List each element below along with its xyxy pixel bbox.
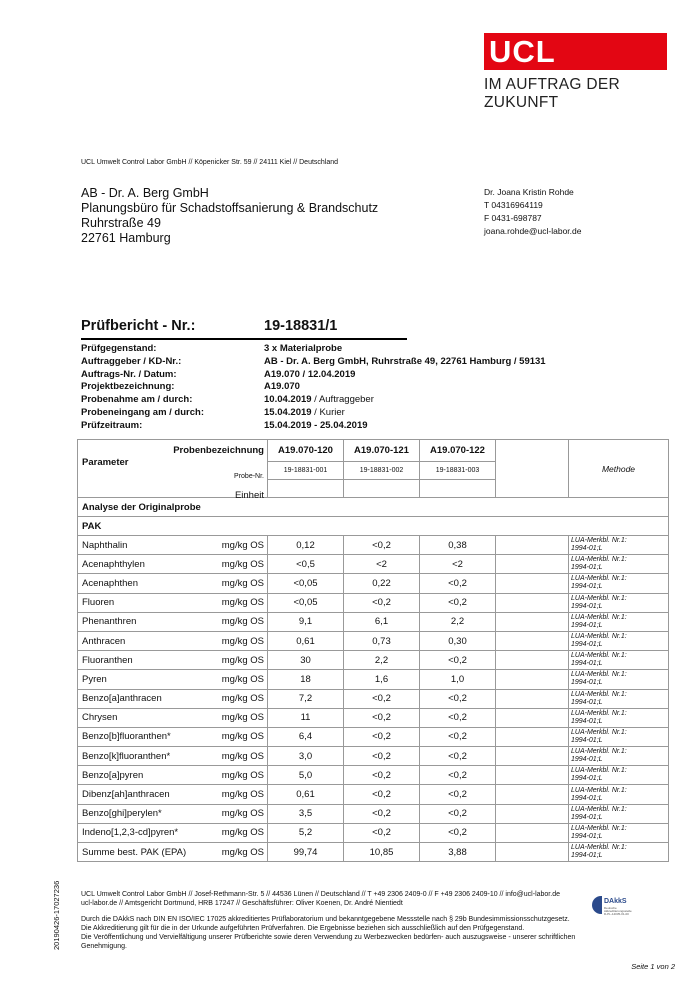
- value-cell-3: <0,2: [420, 574, 496, 593]
- method-line-2: 1994-01;L: [571, 564, 603, 572]
- value-cell-3: <0,2: [420, 593, 496, 612]
- value-cell-3: <0,2: [420, 651, 496, 670]
- table-row: [78, 651, 669, 670]
- sender-line: UCL Umwelt Control Labor GmbH // Köpenicker Str. 59 // 24111 Kiel // Deutschland: [81, 159, 339, 166]
- method-line-1: LUA-Merkbl. Nr.1:: [571, 671, 627, 679]
- table-row: [78, 631, 669, 650]
- method-line-2: 1994-01;L: [571, 852, 603, 860]
- unit-cell: mg/kg OS: [213, 804, 268, 823]
- value-cell-1: <0,05: [268, 574, 344, 593]
- method-line-2: 1994-01;L: [571, 717, 603, 725]
- method-line-1: LUA-Merkbl. Nr.1:: [571, 709, 627, 717]
- sample-id-1: A19.070-120: [268, 440, 344, 462]
- method-cell: [569, 536, 669, 555]
- method-cell: [569, 785, 669, 804]
- contact-phone: T 04316964119: [484, 200, 543, 210]
- meta-key: Prüfgegenstand:: [81, 343, 157, 354]
- empty-cell: [496, 747, 569, 766]
- meta-value: 10.04.2019 / Auftraggeber: [264, 394, 374, 406]
- footer-scope: Die Akkreditierung gilt für die in der Urkunde aufgeführten Prüfverfahren. Die Ergebnisse beziehen sich ausschließlich auf den Prüfgegenstand.: [81, 925, 525, 932]
- meta-row: [81, 407, 546, 420]
- value-cell-1: 7,2: [268, 689, 344, 708]
- table-row: [78, 593, 669, 612]
- method-line-2: 1994-01;L: [571, 794, 603, 802]
- meta-row: [81, 356, 546, 369]
- empty-cell: [496, 689, 569, 708]
- method-line-1: LUA-Merkbl. Nr.1:: [571, 594, 627, 602]
- value-cell-1: 5,2: [268, 823, 344, 842]
- value-cell-2: <0,2: [344, 804, 420, 823]
- method-line-1: LUA-Merkbl. Nr.1:: [571, 748, 627, 756]
- table-row: [78, 536, 669, 555]
- method-cell: [569, 574, 669, 593]
- table-row: [78, 727, 669, 746]
- method-line-1: LUA-Merkbl. Nr.1:: [571, 652, 627, 660]
- value-cell-2: <0,2: [344, 785, 420, 804]
- unit-cell: mg/kg OS: [213, 823, 268, 842]
- meta-key: Projektbezeichnung:: [81, 381, 175, 393]
- value-cell-3: <0,2: [420, 708, 496, 727]
- method-cell: [569, 555, 669, 574]
- value-cell-3: 2,2: [420, 612, 496, 631]
- table-row: [78, 708, 669, 727]
- footer-address: UCL Umwelt Control Labor GmbH // Josef-Rethmann-Str. 5 // 44536 Lünen // Deutschland // T +49 2306 2409-0 // F +49 2306 2409-10 // info@ucl-labor.de: [81, 891, 560, 898]
- value-cell-1: 0,12: [268, 536, 344, 555]
- recipient-line-4: 22761 Hamburg: [81, 231, 171, 245]
- probenbezeichnung-label: Probenbezeichnung: [173, 445, 264, 456]
- value-cell-1: 3,5: [268, 804, 344, 823]
- unit-cell: mg/kg OS: [213, 785, 268, 804]
- empty-cell: [496, 766, 569, 785]
- unit-cell: mg/kg OS: [213, 651, 268, 670]
- empty-cell: [496, 536, 569, 555]
- value-cell-3: <0,2: [420, 785, 496, 804]
- empty-cell: [496, 708, 569, 727]
- method-line-2: 1994-01;L: [571, 583, 603, 591]
- recipient-line-1: AB - Dr. A. Berg GmbH: [81, 186, 209, 200]
- empty-cell: [496, 670, 569, 689]
- unit-cell: mg/kg OS: [213, 708, 268, 727]
- meta-row: [81, 420, 546, 433]
- method-line-1: LUA-Merkbl. Nr.1:: [571, 824, 627, 832]
- meta-key: Auftraggeber / KD-Nr.:: [81, 355, 182, 367]
- method-line-2: 1994-01;L: [571, 621, 603, 629]
- method-line-1: LUA-Merkbl. Nr.1:: [571, 728, 627, 736]
- report-meta: [81, 343, 546, 433]
- empty-cell: [496, 651, 569, 670]
- recipient-line-3: Ruhrstraße 49: [81, 216, 161, 230]
- value-cell-2: <0,2: [344, 747, 420, 766]
- value-cell-1: 5,0: [268, 766, 344, 785]
- empty-cell: [496, 612, 569, 631]
- unit-cell: mg/kg OS: [213, 631, 268, 650]
- meta-row: [81, 394, 546, 407]
- logo-tagline: IM AUFTRAG DER ZUKUNFT: [484, 76, 620, 111]
- value-cell-3: <2: [420, 555, 496, 574]
- value-cell-1: 18: [268, 670, 344, 689]
- param-cell: Acenaphthylen: [78, 555, 213, 574]
- empty-cell: [496, 843, 569, 862]
- method-line-2: 1994-01;L: [571, 602, 603, 610]
- value-cell-3: <0,2: [420, 766, 496, 785]
- method-line-2: 1994-01;L: [571, 641, 603, 649]
- value-cell-2: 2,2: [344, 651, 420, 670]
- meta-key: Prüfzeitraum:: [81, 419, 143, 431]
- empty-cell: [344, 480, 420, 498]
- table-row: [78, 612, 669, 631]
- table-row: [78, 555, 669, 574]
- value-cell-1: 9,1: [268, 612, 344, 631]
- unit-cell: mg/kg OS: [213, 574, 268, 593]
- method-line-1: LUA-Merkbl. Nr.1:: [571, 844, 627, 852]
- empty-cell: [496, 574, 569, 593]
- value-cell-2: 0,73: [344, 631, 420, 650]
- value-cell-2: <2: [344, 555, 420, 574]
- value-cell-2: 6,1: [344, 612, 420, 631]
- section-pak: PAK: [78, 517, 669, 536]
- value-cell-2: <0,2: [344, 727, 420, 746]
- footer-registry: ucl-labor.de // Amtsgericht Dortmund, HRB 17247 // Geschäftsführer: Oliver Koenen, Dr. André Nientiedt: [81, 900, 403, 907]
- param-cell: Pyren: [78, 670, 213, 689]
- unit-cell: mg/kg OS: [213, 843, 268, 862]
- unit-cell: mg/kg OS: [213, 536, 268, 555]
- method-line-2: 1994-01;L: [571, 698, 603, 706]
- contact-email[interactable]: joana.rohde@ucl-labor.de: [484, 226, 582, 236]
- unit-cell: mg/kg OS: [213, 555, 268, 574]
- table-row: [78, 574, 669, 593]
- method-cell: [569, 670, 669, 689]
- param-cell: Benzo[ghi]perylen*: [78, 804, 213, 823]
- dakks-sub: Deutsche Akkreditierungsstelle D-PL-14035-01-00: [604, 906, 632, 916]
- results-table: [77, 439, 669, 862]
- value-cell-1: 0,61: [268, 631, 344, 650]
- empty-cell: [496, 555, 569, 574]
- unit-cell: mg/kg OS: [213, 612, 268, 631]
- table-row: [78, 747, 669, 766]
- method-cell: [569, 747, 669, 766]
- method-line-2: 1994-01;L: [571, 756, 603, 764]
- report-title: [81, 318, 407, 340]
- table-row: [78, 785, 669, 804]
- footer: [81, 890, 581, 958]
- ucl-logo: UCL: [484, 33, 667, 70]
- table-row: [78, 804, 669, 823]
- table-row: [78, 823, 669, 842]
- method-cell: [569, 651, 669, 670]
- empty-cell: [496, 593, 569, 612]
- value-cell-2: <0,2: [344, 536, 420, 555]
- method-line-1: LUA-Merkbl. Nr.1:: [571, 556, 627, 564]
- unit-cell: mg/kg OS: [213, 593, 268, 612]
- table-row: [78, 766, 669, 785]
- meta-row: [81, 381, 546, 394]
- method-line-1: LUA-Merkbl. Nr.1:: [571, 613, 627, 621]
- method-line-2: 1994-01;L: [571, 775, 603, 783]
- meta-key: Probeneingang am / durch:: [81, 406, 204, 418]
- empty-header-cell: [496, 440, 569, 498]
- method-cell: [569, 612, 669, 631]
- param-cell: Dibenz[ah]anthracen: [78, 785, 213, 804]
- param-cell: Naphthalin: [78, 536, 213, 555]
- contact-block: [484, 186, 581, 238]
- method-cell: [569, 823, 669, 842]
- value-cell-3: 0,38: [420, 536, 496, 555]
- empty-cell: [496, 727, 569, 746]
- unit-cell: mg/kg OS: [213, 689, 268, 708]
- probe-number-2: 19-18831-002: [344, 462, 420, 480]
- method-cell: [569, 593, 669, 612]
- param-cell: Benzo[a]anthracen: [78, 689, 213, 708]
- meta-value: A19.070: [264, 381, 300, 393]
- probe-number-3: 19-18831-003: [420, 462, 496, 480]
- side-code: 20190426-17027236: [52, 880, 61, 950]
- method-line-2: 1994-01;L: [571, 736, 603, 744]
- table-row: [78, 670, 669, 689]
- method-line-1: LUA-Merkbl. Nr.1:: [571, 690, 627, 698]
- method-line-2: 1994-01;L: [571, 832, 603, 840]
- meta-value: AB - Dr. A. Berg GmbH, Ruhrstraße 49, 22761 Hamburg / 59131: [264, 355, 546, 367]
- contact-fax: F 0431-698787: [484, 213, 542, 223]
- empty-cell: [496, 804, 569, 823]
- unit-cell: mg/kg OS: [213, 727, 268, 746]
- value-cell-1: <0,05: [268, 593, 344, 612]
- empty-cell: [496, 823, 569, 842]
- meta-value: 3 x Materialprobe: [264, 343, 343, 354]
- page-number: Seite 1 von 2: [631, 962, 675, 971]
- value-cell-1: <0,5: [268, 555, 344, 574]
- method-line-1: LUA-Merkbl. Nr.1:: [571, 575, 627, 583]
- method-cell: [569, 708, 669, 727]
- value-cell-2: 1,6: [344, 670, 420, 689]
- section-original-sample: Analyse der Originalprobe: [78, 498, 669, 517]
- method-cell: [569, 843, 669, 862]
- report-number: 19-18831/1: [264, 318, 338, 334]
- method-line-2: 1994-01;L: [571, 545, 603, 553]
- param-cell: Indeno[1,2,3-cd]pyren*: [78, 823, 213, 842]
- meta-value: 15.04.2019 / Kurier: [264, 406, 345, 418]
- footer-copyright: Die Veröffentlichung und Vervielfältigung unserer Prüfberichte sowie deren Verwendung zu Werbezwecken bedürfen- auch auszugsweise - unserer schriftlichen Genehmigung.: [81, 934, 576, 950]
- method-line-1: LUA-Merkbl. Nr.1:: [571, 767, 627, 775]
- value-cell-2: 10,85: [344, 843, 420, 862]
- value-cell-2: <0,2: [344, 593, 420, 612]
- method-line-2: 1994-01;L: [571, 679, 603, 687]
- dakks-logo: [592, 896, 632, 916]
- table-row: [78, 843, 669, 862]
- methode-label: Methode: [569, 440, 669, 498]
- dakks-label: DAkkS: [604, 898, 627, 905]
- contact-name: Dr. Joana Kristin Rohde: [484, 187, 574, 197]
- value-cell-3: <0,2: [420, 689, 496, 708]
- method-cell: [569, 631, 669, 650]
- param-cell: Acenaphthen: [78, 574, 213, 593]
- method-line-1: LUA-Merkbl. Nr.1:: [571, 786, 627, 794]
- table-row: [78, 689, 669, 708]
- value-cell-3: 3,88: [420, 843, 496, 862]
- value-cell-1: 99,74: [268, 843, 344, 862]
- param-cell: Chrysen: [78, 708, 213, 727]
- sample-id-2: A19.070-121: [344, 440, 420, 462]
- value-cell-3: 0,30: [420, 631, 496, 650]
- meta-row: [81, 343, 546, 356]
- param-cell: Summe best. PAK (EPA): [78, 843, 213, 862]
- parameter-label: Parameter: [82, 457, 129, 468]
- unit-cell: mg/kg OS: [213, 670, 268, 689]
- meta-row: [81, 369, 546, 382]
- value-cell-1: 3,0: [268, 747, 344, 766]
- value-cell-1: 0,61: [268, 785, 344, 804]
- param-cell: Fluoren: [78, 593, 213, 612]
- value-cell-3: <0,2: [420, 747, 496, 766]
- value-cell-1: 11: [268, 708, 344, 727]
- unit-cell: mg/kg OS: [213, 747, 268, 766]
- value-cell-2: <0,2: [344, 823, 420, 842]
- param-cell: Benzo[b]fluoranthen*: [78, 727, 213, 746]
- report-label: Prüfbericht - Nr.:: [81, 318, 196, 334]
- recipient-line-2: Planungsbüro für Schadstoffsanierung & Brandschutz: [81, 201, 379, 215]
- method-line-2: 1994-01;L: [571, 660, 603, 668]
- empty-cell: [496, 785, 569, 804]
- value-cell-2: <0,2: [344, 766, 420, 785]
- value-cell-1: 30: [268, 651, 344, 670]
- method-cell: [569, 727, 669, 746]
- param-cell: Benzo[k]fluoranthen*: [78, 747, 213, 766]
- footer-accreditation: Durch die DAkkS nach DIN EN ISO/IEC 17025 akkreditiertes Prüflaboratorium und bekanntgegebene Messstelle nach § 29b Bundesimmissionsschutzgesetz.: [81, 916, 570, 923]
- recipient-address: [81, 186, 378, 246]
- param-cell: Anthracen: [78, 631, 213, 650]
- method-line-1: LUA-Merkbl. Nr.1:: [571, 537, 627, 545]
- header-parameter-cell: [78, 440, 268, 501]
- meta-value: A19.070 / 12.04.2019: [264, 368, 356, 380]
- value-cell-3: <0,2: [420, 727, 496, 746]
- probe-nr-label: Probe-Nr.: [234, 473, 264, 480]
- method-line-1: LUA-Merkbl. Nr.1:: [571, 805, 627, 813]
- value-cell-2: <0,2: [344, 689, 420, 708]
- empty-cell: [496, 631, 569, 650]
- dakks-badge-icon: [592, 896, 602, 914]
- method-cell: [569, 689, 669, 708]
- value-cell-1: 6,4: [268, 727, 344, 746]
- value-cell-3: <0,2: [420, 804, 496, 823]
- value-cell-3: <0,2: [420, 823, 496, 842]
- meta-key: Auftrags-Nr. / Datum:: [81, 368, 177, 380]
- method-cell: [569, 804, 669, 823]
- method-line-2: 1994-01;L: [571, 813, 603, 821]
- empty-cell: [268, 480, 344, 498]
- value-cell-3: 1,0: [420, 670, 496, 689]
- param-cell: Fluoranthen: [78, 651, 213, 670]
- param-cell: Benzo[a]pyren: [78, 766, 213, 785]
- value-cell-2: <0,2: [344, 708, 420, 727]
- param-cell: Phenanthren: [78, 612, 213, 631]
- meta-value: 15.04.2019 - 25.04.2019: [264, 419, 368, 431]
- method-line-1: LUA-Merkbl. Nr.1:: [571, 633, 627, 641]
- sample-id-3: A19.070-122: [420, 440, 496, 462]
- unit-cell: mg/kg OS: [213, 766, 268, 785]
- einheit-label: Einheit: [234, 490, 264, 501]
- meta-key: Probenahme am / durch:: [81, 394, 193, 406]
- probe-number-1: 19-18831-001: [268, 462, 344, 480]
- method-cell: [569, 766, 669, 785]
- empty-cell: [420, 480, 496, 498]
- value-cell-2: 0,22: [344, 574, 420, 593]
